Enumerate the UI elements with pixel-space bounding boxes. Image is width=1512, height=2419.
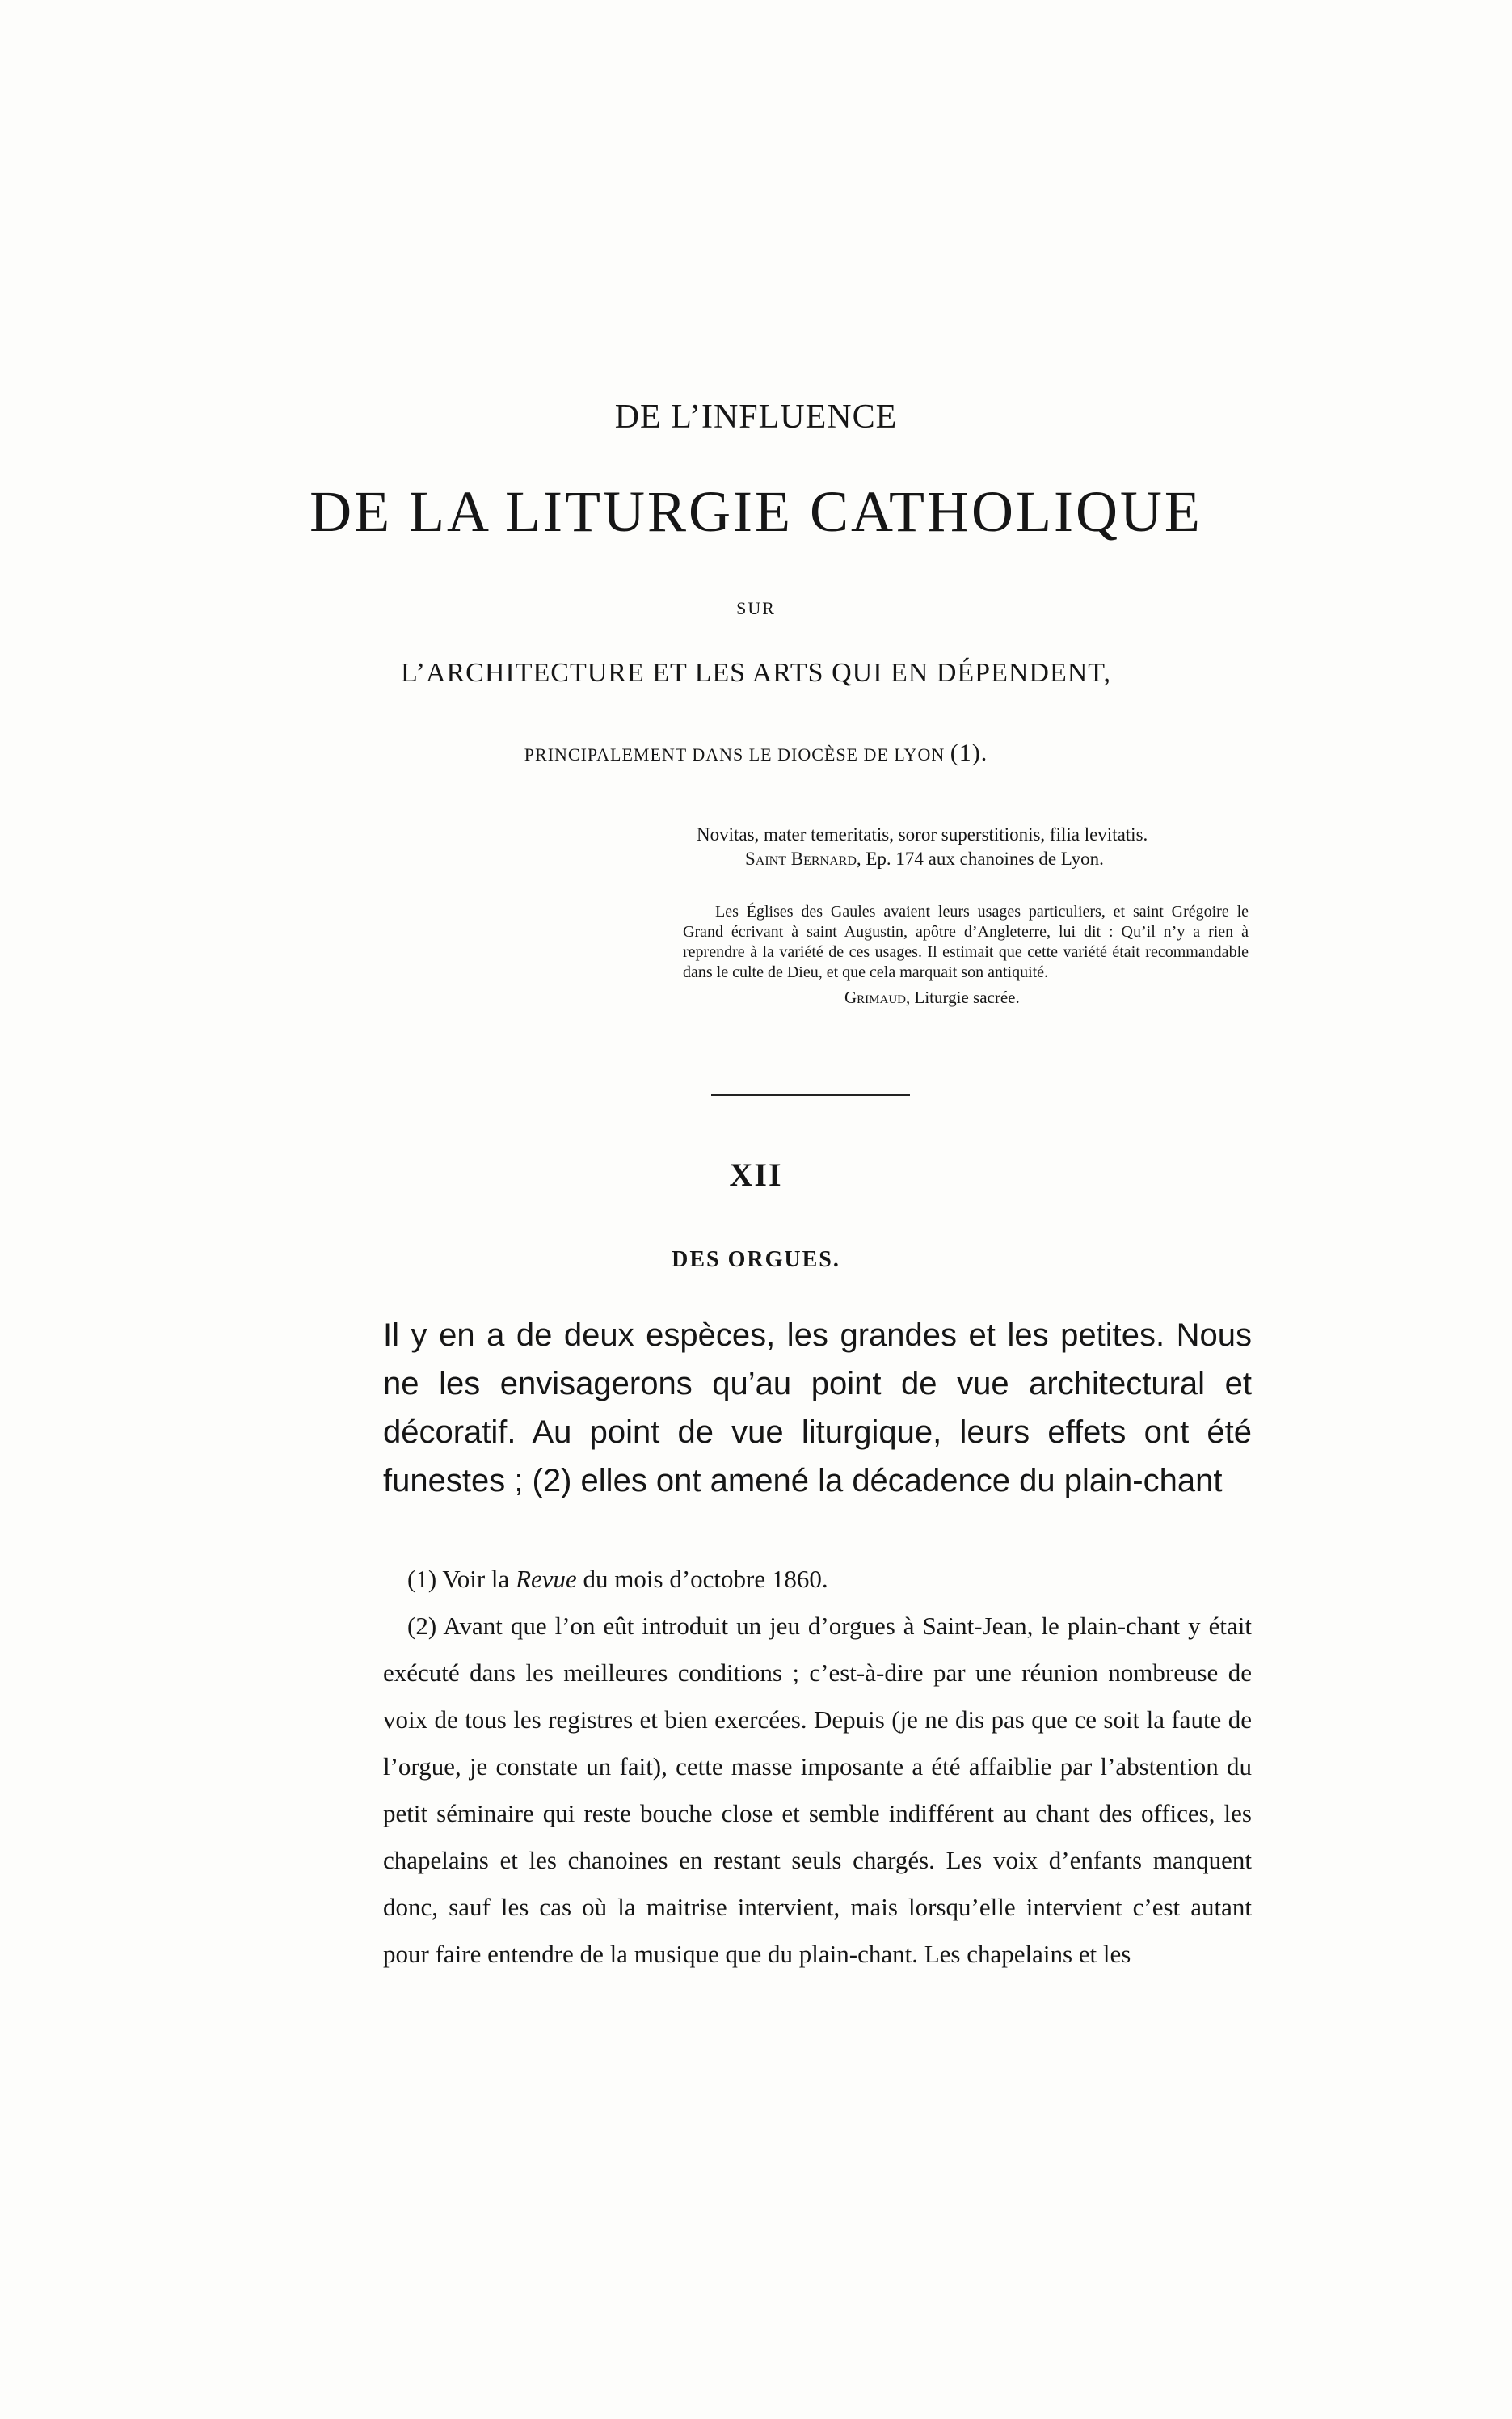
epigraph-bernard [697,823,1295,871]
divider-rule [711,1094,910,1096]
subtitle: L’ARCHITECTURE ET LES ARTS QUI EN DÉPENDENT, [400,658,1112,688]
footnote-1 [383,1556,1252,1603]
footnote-1-italic: Revue [516,1565,577,1593]
footnote-2-text: Avant que l’on eût introduit un jeu d’orgues à Saint-Jean, le plain-chant y était exécuté dans les meilleures conditions ; c’est-à-dire par une réunion nombreuse de voix de tous les registres et bien exercées. Depuis (je ne dis pas que ce soit la faute de l’orgue, je constate un fait), cette masse imposante a été affaiblie par l’abstention du petit séminaire qui reste bouche close et semble indifférent au chant des offices, les chapelains et les chanoines en restant seuls chargés. Les voix d’enfants manquent donc, sauf les cas où la maitrise intervient, mais lorsqu’elle intervient c’est autant pour faire entendre de la musique que du plain-chant. Les chapelains et les [383,1612,1252,1968]
epigraph-author: Saint Bernard, [745,849,861,869]
section-number: XII [729,1157,783,1193]
epigraph-source [745,847,1295,871]
epigraph-author: Grimaud, [844,988,911,1007]
subtitle-diocese [0,740,1512,767]
footnotes [383,1556,1252,1978]
footnote-2-mark: (2) [407,1612,437,1640]
body-paragraph: Il y en a de deux espèces, les grandes et les petites. Nous ne les envisagerons qu’au point de vue architectural et décoratif. Au point de vue liturgique, leurs effets ont été funestes ; (2) elles ont amené la décadence du plain-chant [383,1317,1252,1498]
epigraph-quote: Novitas, mater temeritatis, soror superstitionis, filia levitatis. [697,824,1148,845]
footnote-1-post: du mois d’octobre 1860. [583,1565,828,1593]
epigraph-quote: Les Églises des Gaules avaient leurs usages particuliers, et saint Grégoire le Grand écrivant à saint Augustin, apôtre d’Angleterre, lui dit : Qu’il n’y a rien à reprendre à la variété de ces usages. Il estimait que cette variété était recommandable dans le culte de Dieu, et que cela marquait son antiquité. [683,903,1249,981]
subtitle-diocese-text: PRINCIPALEMENT DANS LE DIOCÈSE DE LYON [524,744,946,765]
footnote-ref-1: (1). [950,740,988,766]
title-sur: SUR [736,598,776,618]
title-line-1: DE L’INFLUENCE [614,398,898,436]
footnote-2 [383,1603,1252,1978]
epigraph-reference: Liturgie sacrée. [914,988,1020,1007]
epigraph-source [844,988,1249,1008]
footnote-1-pre: Voir la [442,1565,510,1593]
section-title: DES ORGUES. [672,1247,840,1272]
epigraph-grimaud [683,902,1249,1008]
epigraph-reference: Ep. 174 aux chanoines de Lyon. [866,849,1104,869]
footnote-1-mark: (1) [407,1565,437,1593]
main-title: DE LA LITURGIE CATHOLIQUE [310,479,1202,544]
